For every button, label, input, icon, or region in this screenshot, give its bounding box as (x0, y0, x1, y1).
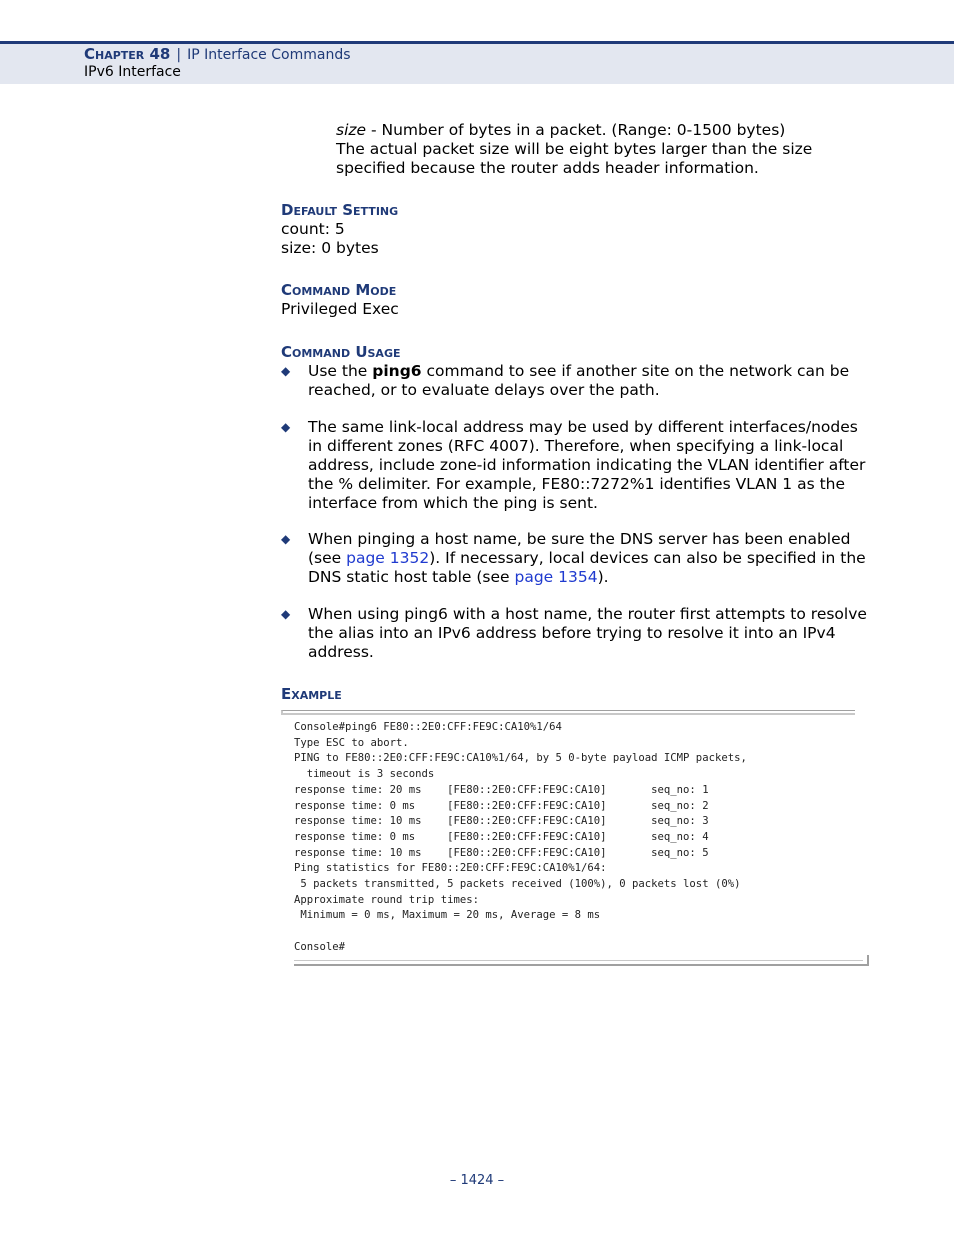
example-console-output: Console#ping6 FE80::2E0:CFF:FE9C:CA10%1/64 Type ESC to abort. PING to FE80::2E0:CFF:FE9C:CA10%1/64, by 5 0-byte payload ICMP packets, timeout is 3 seconds response time: 20 ms [FE80::2E0:CFF:FE9C:CA10] seq_no: 1 response time: 0 ms [FE80::2E0:CFF:FE9C:CA10] seq_no: 2 response time: 10 ms [FE80::2E0:CFF:FE9C:CA10] seq_no: 3 response time: 0 ms [FE80::2E0:CFF:FE9C:CA10] seq_no: 4 response time: 10 ms [FE80::2E0:CFF:FE9C:CA10] seq_no: 5 Ping statistics for FE80::2E0:CFF:FE9C:CA10%1/64: 5 packets transmitted, 5 packets received (100%), 0 packets lost (0%) Approximate round trip times: Minimum = 0 ms, Maximum = 20 ms, Average = 8 ms Console# (294, 721, 747, 953)
bullet-3-part1: When pinging a host name, be sure the DNS server has been enabled (see (308, 530, 851, 567)
ping6-command: ping6 (372, 362, 422, 380)
default-setting-heading: Default Setting (281, 201, 399, 219)
bullet-diamond-icon: ◆ (281, 364, 291, 378)
code-box-top-rule (281, 710, 855, 715)
default-count: count: 5 (281, 220, 345, 238)
default-size: size: 0 bytes (281, 239, 379, 257)
bullet-1-post: command to see if another site on the network can be reached, or to evaluate delays over the path. (308, 362, 850, 399)
header-separator: | (176, 47, 182, 63)
usage-bullet-4-text: When using ping6 with a host name, the router first attempts to resolve the alias into an IPv6 address before trying to resolve it into an IPv4 address. (308, 605, 867, 661)
running-header-chapter (84, 45, 351, 64)
parameter-description: - Number of bytes in a packet. (Range: 0-1500 bytes) (366, 121, 786, 139)
bullet-diamond-icon: ◆ (281, 420, 291, 434)
bullet-diamond-icon: ◆ (281, 607, 291, 621)
page-1354-link[interactable]: page 1354 (514, 568, 598, 586)
parameter-term: size (336, 121, 367, 139)
bullet-3-part3: ). (597, 568, 609, 586)
chapter-title: IP Interface Commands (187, 47, 351, 63)
example-code-box (281, 710, 869, 968)
command-mode-heading: Command Mode (281, 281, 397, 299)
code-box-bottom-rule (294, 955, 869, 966)
command-usage-heading: Command Usage (281, 343, 401, 361)
chapter-label: Chapter 48 (84, 45, 171, 63)
size-parameter-description (336, 121, 876, 178)
command-mode-value: Privileged Exec (281, 300, 399, 318)
page-number: – 1424 – (449, 1173, 505, 1188)
bullet-diamond-icon: ◆ (281, 532, 291, 546)
bullet-1-pre: Use the (308, 362, 373, 380)
usage-bullet-1-text (308, 362, 873, 400)
parameter-description-line2: The actual packet size will be eight bytes larger than the size (336, 140, 813, 158)
parameter-description-line3: specified because the router adds header information. (336, 159, 759, 177)
page-1352-link[interactable]: page 1352 (346, 549, 430, 567)
usage-bullet-3-text (308, 530, 873, 587)
default-setting-body (281, 220, 871, 258)
bullet-3-part2: ). If necessary, local devices can also be specified in the DNS static host table (see (308, 549, 866, 586)
example-heading: Example (281, 685, 342, 703)
usage-bullet-2-text: The same link-local address may be used by different interfaces/nodes in different zones (RFC 4007). Therefore, when specifying a link-local address, include zone-id information indicating the VLAN identifier after the % delimiter. For example, FE80::7272%1 identifies VLAN 1 as the interface from which the ping is sent. (308, 418, 866, 512)
running-header-section: IPv6 Interface (84, 64, 181, 80)
